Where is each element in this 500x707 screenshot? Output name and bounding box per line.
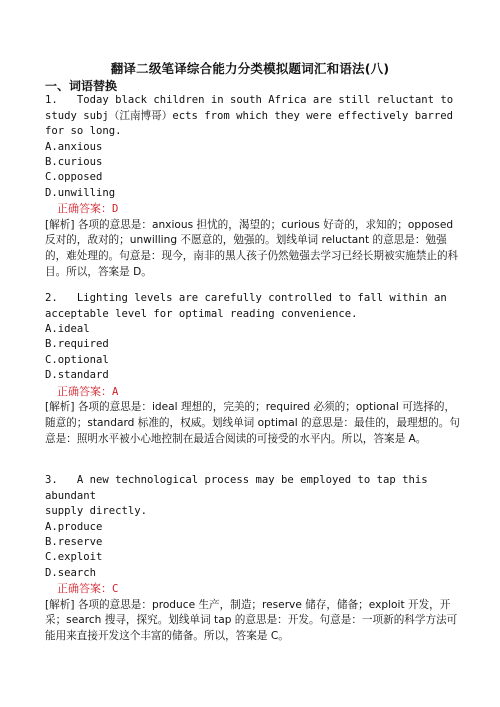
- question-2: [45, 291, 465, 448]
- section-heading: 一、词语替换: [45, 79, 118, 93]
- answer-label: 正确答案：: [57, 582, 112, 596]
- answer-label: 正确答案：: [57, 384, 112, 398]
- answer-value: A: [112, 385, 119, 398]
- question-3-answer: [45, 581, 465, 598]
- question-2-option-b: B.required: [45, 338, 109, 351]
- question-2-text: 2. Lighting levels are carefully controlled to fall within an acceptable level for optimal reading convenience.: [45, 292, 447, 320]
- document-title: 翻译二级笔译综合能力分类模拟题词汇和语法(八): [110, 61, 390, 76]
- question-3-option-c: C.exploit: [45, 551, 103, 564]
- question-1-answer: [45, 201, 465, 218]
- question-1: [45, 93, 465, 281]
- question-3-text: 3. A new technological process may be employed to tap this abundant supply directly.: [45, 474, 428, 517]
- answer-value: D: [112, 203, 119, 216]
- question-1-option-d: D.unwilling: [45, 186, 116, 199]
- question-3-option-b: B.reserve: [45, 535, 103, 548]
- question-1-explanation: [解析] 各项的意思是：anxious 担忧的，渴望的；curious 好奇的，求知的；opposed 反对的，敌对的；unwilling 不愿意的，勉强的。划线单词 reluctant 的意思是：勉强的，难处理的。句意是：现今，南非的黑人孩子仍然勉强去学习已经长期被实施禁止的科目。所以，答案是 D。: [45, 218, 459, 279]
- answer-value: C: [112, 583, 119, 596]
- question-1-option-b: B.curious: [45, 155, 103, 168]
- question-3-option-d: D.search: [45, 566, 97, 579]
- question-2-explanation: [解析] 各项的意思是：ideal 理想的，完美的；required 必须的；optional 可选择的，随意的；standard 标准的，权威。划线单词 optimal 的意思是：最佳的，最理想的。句意是：照明水平被小心地控制在最适合阅读的可接受的水平内。所以，答案是 A。: [45, 401, 460, 445]
- question-2-option-c: C.optional: [45, 353, 109, 366]
- question-3-explanation: [解析] 各项的意思是：produce 生产，制造；reserve 储存，储备；exploit 开发，开采；search 搜寻，探究。划线单词 tap 的意思是：开发。句意是：一项新的科学方法可能用来直接开发这个丰富的储备。所以，答案是 C。: [45, 598, 458, 643]
- question-1-option-c: C.opposed: [45, 171, 103, 184]
- question-3-option-a: A.produce: [45, 520, 103, 533]
- question-1-text: 1. Today black children in south Africa are still reluctant to study subj（江南博哥）ects from which they were effectively barred for so long.: [45, 94, 454, 137]
- question-2-answer: [45, 384, 465, 401]
- question-2-option-a: A.ideal: [45, 323, 90, 335]
- question-3: [45, 473, 465, 645]
- answer-label: 正确答案：: [57, 202, 112, 216]
- question-2-option-d: D.standard: [45, 369, 109, 382]
- question-1-option-a: A.anxious: [45, 140, 103, 153]
